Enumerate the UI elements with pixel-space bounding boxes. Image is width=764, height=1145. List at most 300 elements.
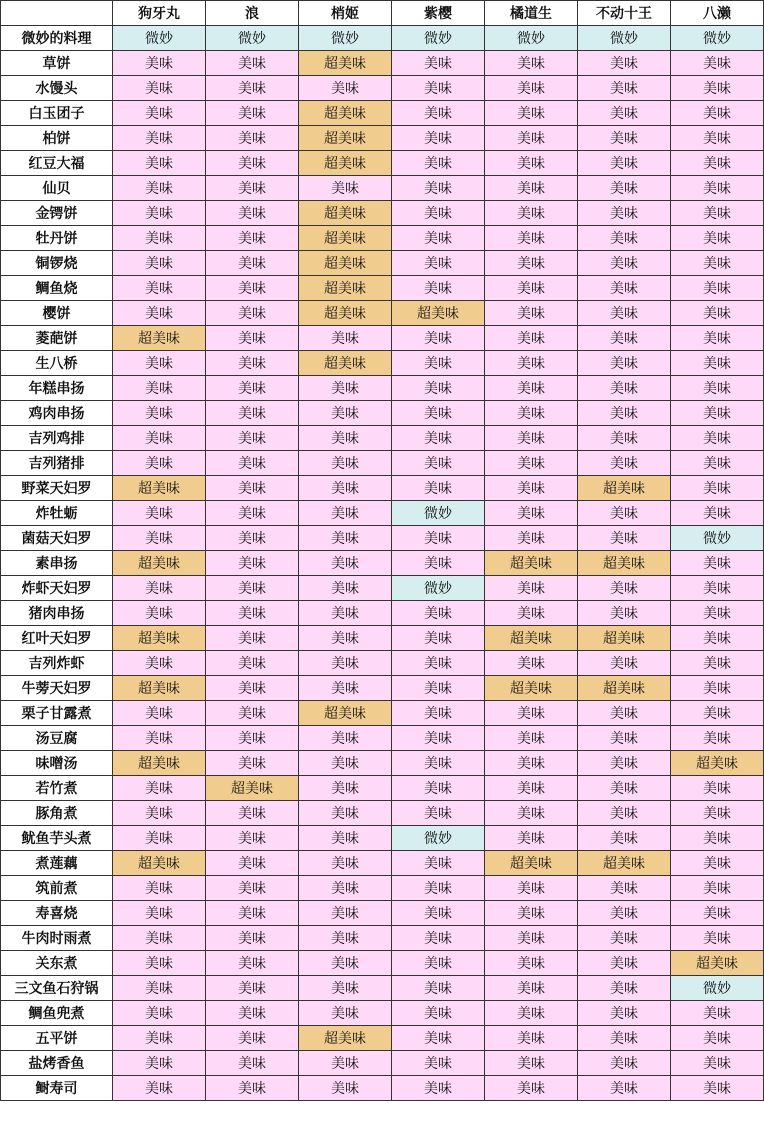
- rating-cell: 美味: [578, 951, 671, 976]
- rating-cell: 美味: [485, 601, 578, 626]
- rating-cell: 美味: [206, 951, 299, 976]
- table-row: [1, 1026, 764, 1051]
- table-row: [1, 276, 764, 301]
- rating-cell: 美味: [206, 676, 299, 701]
- dish-name: 微妙的料理: [1, 26, 113, 51]
- rating-cell: 美味: [299, 1001, 392, 1026]
- column-header: 浪: [206, 1, 299, 26]
- rating-cell: 美味: [392, 626, 485, 651]
- rating-cell: 美味: [113, 501, 206, 526]
- rating-cell: 美味: [299, 376, 392, 401]
- rating-cell: 美味: [485, 351, 578, 376]
- dish-name: 吉列炸虾: [1, 651, 113, 676]
- rating-cell: 美味: [485, 726, 578, 751]
- rating-cell: 超美味: [299, 126, 392, 151]
- rating-cell: 美味: [392, 226, 485, 251]
- table-row: [1, 901, 764, 926]
- rating-cell: 美味: [206, 826, 299, 851]
- rating-cell: 美味: [485, 1026, 578, 1051]
- rating-cell: 美味: [113, 976, 206, 1001]
- rating-cell: 美味: [671, 426, 764, 451]
- table-row: [1, 501, 764, 526]
- rating-cell: 美味: [578, 876, 671, 901]
- table-row: [1, 801, 764, 826]
- rating-cell: 美味: [578, 151, 671, 176]
- table-row: [1, 151, 764, 176]
- rating-cell: 美味: [392, 1051, 485, 1076]
- dish-name: 关东煮: [1, 951, 113, 976]
- rating-cell: 微妙: [671, 526, 764, 551]
- rating-cell: 美味: [113, 426, 206, 451]
- rating-cell: 美味: [485, 576, 578, 601]
- rating-cell: 美味: [206, 626, 299, 651]
- rating-cell: 美味: [299, 76, 392, 101]
- table-row: [1, 1076, 764, 1101]
- rating-cell: 美味: [113, 801, 206, 826]
- rating-cell: 美味: [671, 1026, 764, 1051]
- rating-cell: 美味: [671, 126, 764, 151]
- rating-cell: 美味: [578, 826, 671, 851]
- rating-cell: 美味: [113, 951, 206, 976]
- table-row: [1, 401, 764, 426]
- rating-cell: 美味: [392, 376, 485, 401]
- table-row: [1, 301, 764, 326]
- rating-cell: 美味: [485, 226, 578, 251]
- rating-cell: 美味: [578, 426, 671, 451]
- rating-cell: 美味: [299, 176, 392, 201]
- rating-cell: 美味: [206, 226, 299, 251]
- rating-cell: 微妙: [671, 26, 764, 51]
- rating-cell: 美味: [113, 601, 206, 626]
- table-row: [1, 1051, 764, 1076]
- dish-name: 猪肉串扬: [1, 601, 113, 626]
- rating-cell: 美味: [671, 501, 764, 526]
- rating-cell: 超美味: [113, 676, 206, 701]
- table-row: [1, 351, 764, 376]
- rating-cell: 美味: [392, 51, 485, 76]
- rating-cell: 美味: [671, 351, 764, 376]
- rating-cell: 美味: [206, 901, 299, 926]
- rating-cell: 美味: [671, 626, 764, 651]
- rating-cell: 美味: [392, 726, 485, 751]
- rating-cell: 微妙: [578, 26, 671, 51]
- rating-cell: 超美味: [299, 101, 392, 126]
- dish-name: 红豆大福: [1, 151, 113, 176]
- rating-cell: 美味: [578, 1076, 671, 1101]
- rating-cell: 美味: [206, 451, 299, 476]
- rating-cell: 美味: [485, 801, 578, 826]
- rating-cell: 美味: [113, 176, 206, 201]
- table-row: [1, 76, 764, 101]
- rating-cell: 美味: [206, 126, 299, 151]
- rating-cell: 美味: [392, 426, 485, 451]
- dish-name: 豚角煮: [1, 801, 113, 826]
- rating-cell: 美味: [671, 651, 764, 676]
- dish-name: 鲥寿司: [1, 1076, 113, 1101]
- rating-cell: 美味: [485, 1076, 578, 1101]
- dish-name: 吉列鸡排: [1, 426, 113, 451]
- rating-cell: 美味: [671, 451, 764, 476]
- rating-cell: 美味: [113, 701, 206, 726]
- rating-cell: 美味: [485, 126, 578, 151]
- rating-cell: 美味: [671, 601, 764, 626]
- dish-name: 煮莲藕: [1, 851, 113, 876]
- rating-cell: 美味: [299, 451, 392, 476]
- rating-cell: 超美味: [299, 301, 392, 326]
- rating-cell: 美味: [299, 901, 392, 926]
- rating-cell: 美味: [299, 601, 392, 626]
- table-row: [1, 851, 764, 876]
- rating-cell: 美味: [671, 176, 764, 201]
- rating-cell: 超美味: [671, 751, 764, 776]
- dish-name: 炸虾天妇罗: [1, 576, 113, 601]
- rating-cell: 美味: [485, 651, 578, 676]
- rating-cell: 美味: [578, 251, 671, 276]
- table-row: [1, 601, 764, 626]
- table-row: [1, 201, 764, 226]
- rating-cell: 超美味: [578, 626, 671, 651]
- rating-cell: 美味: [113, 126, 206, 151]
- dish-name: 牛肉时雨煮: [1, 926, 113, 951]
- rating-cell: 超美味: [299, 51, 392, 76]
- rating-cell: 美味: [671, 676, 764, 701]
- dish-name: 樱饼: [1, 301, 113, 326]
- dish-name: 野菜天妇罗: [1, 476, 113, 501]
- table-row: [1, 751, 764, 776]
- dish-name: 生八桥: [1, 351, 113, 376]
- rating-cell: 超美味: [299, 351, 392, 376]
- rating-cell: 美味: [392, 676, 485, 701]
- rating-cell: 美味: [392, 176, 485, 201]
- rating-cell: 美味: [299, 651, 392, 676]
- rating-cell: 美味: [485, 951, 578, 976]
- table-row: [1, 476, 764, 501]
- dish-name: 鱿鱼芋头煮: [1, 826, 113, 851]
- rating-cell: 微妙: [671, 976, 764, 1001]
- rating-cell: 美味: [485, 526, 578, 551]
- rating-cell: 美味: [392, 1001, 485, 1026]
- dish-name: 味噌汤: [1, 751, 113, 776]
- table-row: [1, 376, 764, 401]
- rating-cell: 超美味: [578, 551, 671, 576]
- rating-cell: 美味: [299, 401, 392, 426]
- rating-cell: 美味: [206, 526, 299, 551]
- rating-cell: 超美味: [485, 676, 578, 701]
- rating-cell: 美味: [671, 551, 764, 576]
- rating-cell: 美味: [113, 201, 206, 226]
- rating-cell: 美味: [485, 376, 578, 401]
- rating-cell: 美味: [671, 1076, 764, 1101]
- rating-cell: 美味: [671, 226, 764, 251]
- rating-cell: 美味: [485, 451, 578, 476]
- rating-cell: 美味: [206, 851, 299, 876]
- rating-cell: 美味: [299, 626, 392, 651]
- rating-cell: 美味: [206, 551, 299, 576]
- rating-cell: 美味: [299, 426, 392, 451]
- rating-cell: 美味: [671, 401, 764, 426]
- dish-name: 吉列猪排: [1, 451, 113, 476]
- dish-name: 年糕串扬: [1, 376, 113, 401]
- rating-cell: 美味: [485, 826, 578, 851]
- rating-cell: 美味: [113, 301, 206, 326]
- rating-cell: 美味: [485, 151, 578, 176]
- dish-name: 菱葩饼: [1, 326, 113, 351]
- rating-cell: 美味: [485, 926, 578, 951]
- dish-name: 柏饼: [1, 126, 113, 151]
- rating-cell: 美味: [206, 376, 299, 401]
- rating-cell: 美味: [671, 926, 764, 951]
- rating-cell: 美味: [392, 851, 485, 876]
- dish-name: 白玉团子: [1, 101, 113, 126]
- rating-cell: 美味: [671, 776, 764, 801]
- table-header: [1, 1, 764, 26]
- rating-cell: 超美味: [485, 551, 578, 576]
- rating-cell: 美味: [671, 476, 764, 501]
- rating-cell: 超美味: [299, 201, 392, 226]
- rating-cell: 美味: [206, 926, 299, 951]
- rating-cell: 美味: [392, 251, 485, 276]
- rating-cell: 超美味: [485, 851, 578, 876]
- rating-cell: 美味: [299, 676, 392, 701]
- rating-cell: 微妙: [485, 26, 578, 51]
- rating-cell: 美味: [206, 51, 299, 76]
- rating-cell: 美味: [485, 476, 578, 501]
- table-row: [1, 426, 764, 451]
- rating-cell: 美味: [113, 526, 206, 551]
- rating-cell: 美味: [299, 951, 392, 976]
- table-row: [1, 626, 764, 651]
- rating-cell: 美味: [299, 776, 392, 801]
- rating-cell: 美味: [206, 426, 299, 451]
- table-row: [1, 701, 764, 726]
- table-row: [1, 676, 764, 701]
- rating-cell: 美味: [671, 901, 764, 926]
- rating-cell: 美味: [578, 226, 671, 251]
- rating-cell: 超美味: [299, 251, 392, 276]
- rating-cell: 美味: [206, 251, 299, 276]
- rating-cell: 美味: [299, 876, 392, 901]
- rating-cell: 美味: [113, 51, 206, 76]
- rating-cell: 超美味: [206, 776, 299, 801]
- rating-cell: 美味: [299, 976, 392, 1001]
- table-row: [1, 526, 764, 551]
- rating-cell: 美味: [578, 76, 671, 101]
- rating-cell: 超美味: [299, 276, 392, 301]
- rating-cell: 美味: [578, 401, 671, 426]
- rating-cell: 美味: [671, 851, 764, 876]
- rating-cell: 美味: [671, 51, 764, 76]
- rating-cell: 美味: [392, 651, 485, 676]
- rating-cell: 美味: [206, 351, 299, 376]
- rating-cell: 美味: [392, 276, 485, 301]
- rating-cell: 美味: [206, 1051, 299, 1076]
- dish-name: 炸牡蛎: [1, 501, 113, 526]
- rating-cell: 美味: [578, 501, 671, 526]
- rating-cell: 超美味: [299, 151, 392, 176]
- rating-cell: 美味: [206, 1076, 299, 1101]
- rating-cell: 美味: [299, 751, 392, 776]
- rating-cell: 美味: [206, 876, 299, 901]
- dish-name: 栗子甘露煮: [1, 701, 113, 726]
- rating-cell: 微妙: [392, 26, 485, 51]
- dish-name: 汤豆腐: [1, 726, 113, 751]
- rating-cell: 微妙: [392, 826, 485, 851]
- dish-name: 水馒头: [1, 76, 113, 101]
- rating-cell: 美味: [113, 1026, 206, 1051]
- rating-cell: 微妙: [392, 576, 485, 601]
- rating-cell: 美味: [299, 801, 392, 826]
- rating-cell: 美味: [485, 301, 578, 326]
- rating-cell: 美味: [578, 1001, 671, 1026]
- table-row: [1, 876, 764, 901]
- table-row: [1, 251, 764, 276]
- rating-cell: 美味: [578, 1051, 671, 1076]
- rating-cell: 美味: [485, 276, 578, 301]
- table-row: [1, 126, 764, 151]
- rating-cell: 美味: [485, 1051, 578, 1076]
- rating-cell: 美味: [485, 901, 578, 926]
- rating-cell: 美味: [113, 726, 206, 751]
- rating-cell: 美味: [485, 176, 578, 201]
- rating-cell: 超美味: [578, 676, 671, 701]
- rating-cell: 美味: [578, 576, 671, 601]
- column-header: 不动十王: [578, 1, 671, 26]
- rating-cell: 超美味: [113, 476, 206, 501]
- rating-cell: 美味: [578, 701, 671, 726]
- rating-cell: 美味: [113, 926, 206, 951]
- dish-name: 鲷鱼兜煮: [1, 1001, 113, 1026]
- rating-cell: 美味: [578, 101, 671, 126]
- rating-cell: 超美味: [485, 626, 578, 651]
- rating-cell: 美味: [392, 926, 485, 951]
- table-row: [1, 226, 764, 251]
- rating-cell: 美味: [671, 701, 764, 726]
- rating-cell: 超美味: [113, 851, 206, 876]
- dish-name: 金锷饼: [1, 201, 113, 226]
- rating-cell: 美味: [392, 876, 485, 901]
- rating-cell: 美味: [578, 451, 671, 476]
- rating-cell: 美味: [206, 726, 299, 751]
- rating-cell: 超美味: [578, 476, 671, 501]
- rating-cell: 美味: [392, 601, 485, 626]
- rating-cell: 美味: [113, 351, 206, 376]
- rating-cell: 美味: [671, 576, 764, 601]
- table-row: [1, 551, 764, 576]
- table-row: [1, 651, 764, 676]
- rating-cell: 美味: [578, 176, 671, 201]
- rating-cell: 美味: [299, 326, 392, 351]
- rating-cell: 超美味: [113, 626, 206, 651]
- rating-cell: 超美味: [578, 851, 671, 876]
- table-row: [1, 101, 764, 126]
- rating-cell: 美味: [113, 1076, 206, 1101]
- rating-cell: 美味: [206, 501, 299, 526]
- rating-cell: 美味: [671, 726, 764, 751]
- rating-cell: 美味: [113, 401, 206, 426]
- rating-cell: 美味: [578, 726, 671, 751]
- rating-cell: 美味: [206, 751, 299, 776]
- rating-cell: 美味: [578, 976, 671, 1001]
- rating-cell: 美味: [206, 276, 299, 301]
- rating-cell: 美味: [206, 601, 299, 626]
- dish-name: 菌菇天妇罗: [1, 526, 113, 551]
- rating-cell: 超美味: [113, 751, 206, 776]
- rating-cell: 美味: [392, 951, 485, 976]
- rating-cell: 微妙: [392, 501, 485, 526]
- rating-cell: 美味: [578, 276, 671, 301]
- rating-cell: 超美味: [299, 701, 392, 726]
- rating-cell: 美味: [671, 201, 764, 226]
- rating-cell: 美味: [206, 101, 299, 126]
- corner-cell: [1, 1, 113, 26]
- rating-cell: 美味: [206, 176, 299, 201]
- rating-cell: 美味: [113, 376, 206, 401]
- rating-cell: 美味: [206, 701, 299, 726]
- rating-cell: 美味: [299, 1076, 392, 1101]
- rating-cell: 美味: [299, 851, 392, 876]
- rating-cell: 美味: [392, 776, 485, 801]
- rating-cell: 美味: [485, 76, 578, 101]
- rating-cell: 美味: [671, 76, 764, 101]
- table-row: [1, 926, 764, 951]
- rating-cell: 美味: [578, 601, 671, 626]
- rating-cell: 美味: [392, 451, 485, 476]
- rating-cell: 美味: [485, 326, 578, 351]
- rating-cell: 美味: [113, 451, 206, 476]
- rating-cell: 美味: [113, 101, 206, 126]
- rating-cell: 美味: [392, 801, 485, 826]
- dish-name: 筑前煮: [1, 876, 113, 901]
- dish-name: 红叶天妇罗: [1, 626, 113, 651]
- rating-cell: 美味: [671, 251, 764, 276]
- rating-cell: 微妙: [206, 26, 299, 51]
- rating-cell: 超美味: [671, 951, 764, 976]
- rating-cell: 美味: [206, 1026, 299, 1051]
- rating-cell: 美味: [206, 76, 299, 101]
- rating-cell: 美味: [578, 801, 671, 826]
- rating-cell: 美味: [206, 651, 299, 676]
- table-row: [1, 776, 764, 801]
- dish-name: 牛蒡天妇罗: [1, 676, 113, 701]
- column-header: 梢姬: [299, 1, 392, 26]
- table-row: [1, 726, 764, 751]
- dish-name: 五平饼: [1, 1026, 113, 1051]
- dish-name: 盐烤香鱼: [1, 1051, 113, 1076]
- rating-cell: 美味: [578, 926, 671, 951]
- table-row: [1, 951, 764, 976]
- rating-cell: 美味: [485, 751, 578, 776]
- dish-name: 三文鱼石狩锅: [1, 976, 113, 1001]
- rating-cell: 美味: [671, 101, 764, 126]
- rating-cell: 美味: [299, 526, 392, 551]
- rating-cell: 美味: [671, 301, 764, 326]
- rating-cell: 美味: [113, 76, 206, 101]
- table-row: [1, 451, 764, 476]
- rating-cell: 美味: [113, 576, 206, 601]
- rating-cell: 美味: [206, 326, 299, 351]
- rating-cell: 美味: [578, 51, 671, 76]
- table-row: [1, 176, 764, 201]
- rating-cell: 美味: [671, 326, 764, 351]
- column-header: 橘道生: [485, 1, 578, 26]
- rating-cell: 美味: [392, 476, 485, 501]
- rating-cell: 美味: [299, 551, 392, 576]
- table-row: [1, 976, 764, 1001]
- rating-cell: 美味: [299, 1051, 392, 1076]
- rating-cell: 美味: [578, 751, 671, 776]
- rating-cell: 美味: [392, 101, 485, 126]
- rating-cell: 美味: [578, 126, 671, 151]
